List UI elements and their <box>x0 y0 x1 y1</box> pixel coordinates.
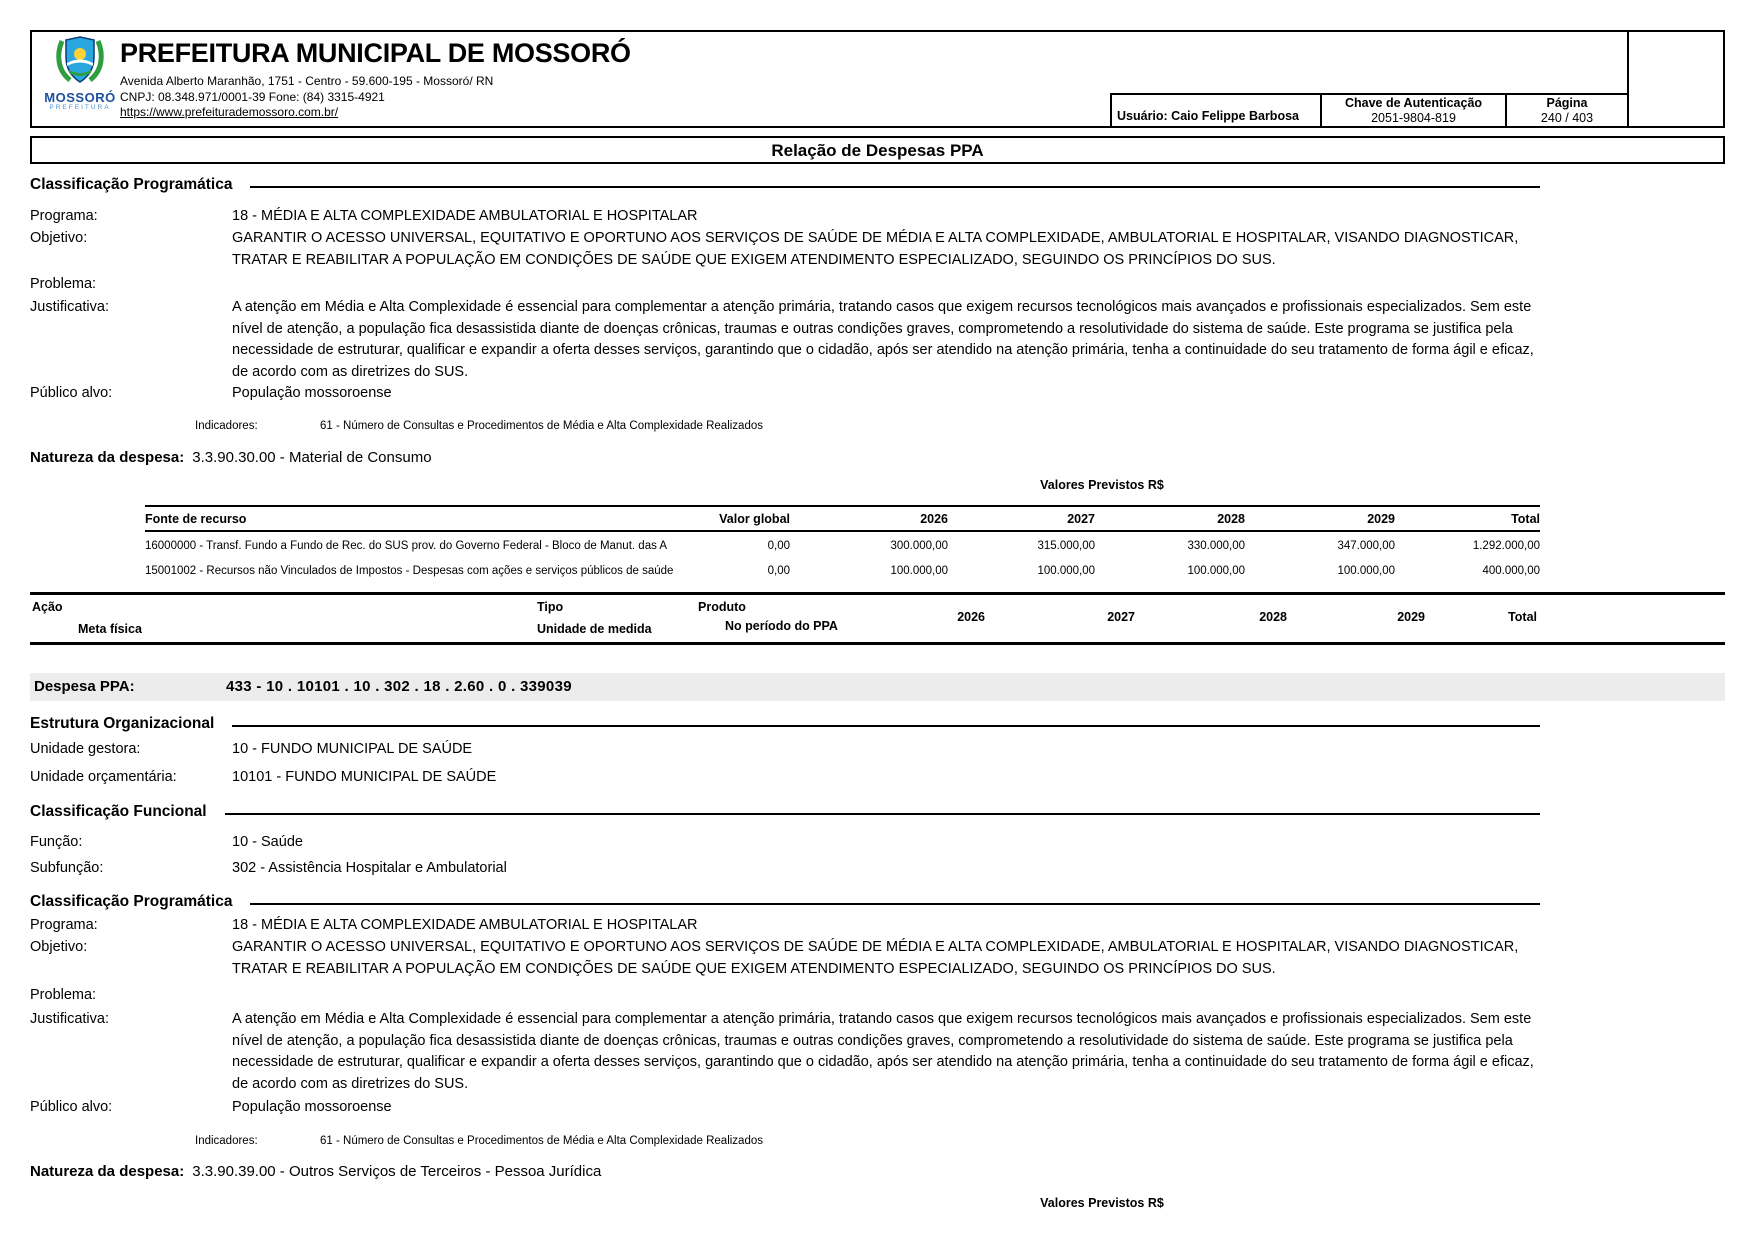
field-label: Problema: <box>30 987 97 1003</box>
col-2027: 2027 <box>1067 512 1095 526</box>
col-2026: 2026 <box>920 512 948 526</box>
field-justificativa <box>30 1009 1542 1095</box>
field-value: 10101 - FUNDO MUNICIPAL DE SAÚDE <box>232 769 497 785</box>
field-funcao <box>30 832 1542 854</box>
acao-header-band <box>30 592 1725 645</box>
field-label: Indicadores: <box>195 420 258 432</box>
despesa-ppa-code: 433 - 10 . 10101 . 10 . 302 . 18 . 2.60 . 0 . 339039 <box>226 678 572 695</box>
page-cell <box>1505 93 1627 126</box>
col-fonte-de-recurso: Fonte de recurso <box>145 512 247 526</box>
field-label: Problema: <box>30 276 97 292</box>
col-tipo: Tipo <box>537 600 564 614</box>
field-programa <box>30 915 1542 937</box>
section-classificacao-programatica-2 <box>30 893 1540 911</box>
natureza-value: 3.3.90.30.00 - Material de Consumo <box>192 449 432 466</box>
field-subfuncao <box>30 858 1542 880</box>
cell-total: 1.292.000,00 <box>1472 540 1540 552</box>
table-row <box>145 557 1540 582</box>
field-indicadores <box>195 420 763 432</box>
field-objetivo <box>30 228 1542 271</box>
field-value: 61 - Número de Consultas e Procedimentos de Média e Alta Complexidade Realizados <box>320 1135 763 1147</box>
col-2029: 2029 <box>1367 512 1395 526</box>
field-label: Programa: <box>30 917 98 933</box>
cell-2026: 300.000,00 <box>890 540 948 552</box>
field-label: Justificativa: <box>30 1011 109 1027</box>
col-valor-global: Valor global <box>719 512 790 526</box>
field-value: 61 - Número de Consultas e Procedimentos de Média e Alta Complexidade Realizados <box>320 420 763 432</box>
valores-previstos-label-1: Valores Previstos R$ <box>1040 478 1164 492</box>
col-no-periodo-do-ppa: No período do PPA <box>725 619 838 633</box>
field-value: A atenção em Média e Alta Complexidade é essencial para complementar a atenção primária, tratando casos que exigem recursos tecnológicos mais avançados e profissionais especializados. Sem este nível de atenção, a população fica desassistida diante de doenças crônicas, traumas e outras condições graves, comprometendo a resolutividade do sistema de saúde. Este programa se justifica pela necessidade de estruturar, qualificar e expandir a oferta desses serviços, garantindo que o cidadão, após ser atendido na atenção primária, tenha a continuidade do seu tratamento de forma ágil e eficaz, de acordo com as diretrizes do SUS. <box>232 299 1534 380</box>
col-produto: Produto <box>698 600 746 614</box>
auth-key-label: Chave de Autenticação <box>1344 96 1483 110</box>
natureza-value: 3.3.90.39.00 - Outros Serviços de Terceiros - Pessoa Jurídica <box>192 1163 602 1180</box>
section-classificacao-funcional <box>30 803 1540 821</box>
page-number: 240 / 403 <box>1540 111 1594 125</box>
field-label: Programa: <box>30 208 98 224</box>
field-value: População mossoroense <box>232 1099 392 1115</box>
section-estrutura-organizacional <box>30 715 1540 733</box>
col-2026: 2026 <box>957 610 985 624</box>
field-unidade-orcamentaria <box>30 767 1542 789</box>
section-heading: Classificação Programática <box>30 176 233 193</box>
field-problema <box>30 274 1542 296</box>
col-2027: 2027 <box>1107 610 1135 624</box>
field-label: Unidade orçamentária: <box>30 769 177 785</box>
field-value: 10 - Saúde <box>232 834 303 850</box>
field-publico-alvo <box>30 1097 1542 1119</box>
field-label: Unidade gestora: <box>30 741 141 757</box>
logo-subtitle: PREFEITURA <box>49 104 111 111</box>
field-label: Público alvo: <box>30 1099 113 1115</box>
field-label: Objetivo: <box>30 939 88 955</box>
col-total: Total <box>1511 512 1540 526</box>
org-cnpj-phone: CNPJ: 08.348.971/0001-39 Fone: (84) 3315-4921 <box>120 89 385 104</box>
field-value: GARANTIR O ACESSO UNIVERSAL, EQUITATIVO E OPORTUNO AOS SERVIÇOS DE SAÚDE DE MÉDIA E ALTA COMPLEXIDADE, AMBULATORIAL E HOSPITALAR, VISANDO DIAGNOSTICAR, TRATAR E REABILITAR A POPULAÇÃO EM CONDIÇÕES DE SAÚDE QUE EXIGEM ATENDIMENTO ESPECIALIZADO, SEGUINDO OS PRINCÍPIOS DO SUS. <box>232 230 1519 268</box>
org-website-link[interactable]: https://www.prefeiturademossoro.com.br/ <box>120 105 339 119</box>
col-2028: 2028 <box>1217 512 1245 526</box>
field-label: Indicadores: <box>195 1135 258 1147</box>
field-value: 10 - FUNDO MUNICIPAL DE SAÚDE <box>232 741 473 757</box>
cell-2029: 347.000,00 <box>1337 540 1395 552</box>
auth-key-cell <box>1320 93 1505 126</box>
col-meta-fisica: Meta física <box>78 622 142 636</box>
cell-2027: 315.000,00 <box>1037 540 1095 552</box>
despesa-ppa-band <box>30 673 1725 701</box>
cell-fonte: 16000000 - Transf. Fundo a Fundo de Rec. do SUS prov. do Governo Federal - Bloco de Manut. das A <box>145 540 668 552</box>
field-value: 18 - MÉDIA E ALTA COMPLEXIDADE AMBULATORIAL E HOSPITALAR <box>232 917 698 933</box>
field-value: A atenção em Média e Alta Complexidade é essencial para complementar a atenção primária, tratando casos que exigem recursos tecnológicos mais avançados e profissionais especializados. Sem este nível de atenção, a população fica desassistida diante de doenças crônicas, traumas e outras condições graves, comprometendo a resolutividade do sistema de saúde. Este programa se justifica pela necessidade de estruturar, qualificar e expandir a oferta desses serviços, garantindo que o cidadão, após ser atendido na atenção primária, tenha a continuidade do seu tratamento de forma ágil e eficaz, de acordo com as diretrizes do SUS. <box>232 1011 1534 1092</box>
field-publico-alvo <box>30 383 1542 405</box>
col-total: Total <box>1508 610 1537 624</box>
section-classificacao-programatica-1 <box>30 176 1540 194</box>
logo-city-name: MOSSORÓ <box>44 90 116 105</box>
natureza-despesa-2 <box>30 1163 601 1180</box>
cell-2027: 100.000,00 <box>1037 565 1095 577</box>
field-label: Objetivo: <box>30 230 88 246</box>
field-value: 302 - Assistência Hospitalar e Ambulatorial <box>232 860 507 876</box>
col-2029: 2029 <box>1397 610 1425 624</box>
stamp-box <box>1627 32 1723 126</box>
natureza-despesa-1 <box>30 449 432 466</box>
natureza-label: Natureza da despesa: <box>30 1163 185 1180</box>
field-label: Justificativa: <box>30 299 109 315</box>
document-header <box>30 30 1725 128</box>
report-title: Relação de Despesas PPA <box>30 136 1725 164</box>
section-rule <box>250 903 1540 905</box>
field-justificativa <box>30 297 1542 383</box>
field-value: 18 - MÉDIA E ALTA COMPLEXIDADE AMBULATORIAL E HOSPITALAR <box>232 208 698 224</box>
org-address: Avenida Alberto Maranhão, 1751 - Centro - 59.600-195 - Mossoró/ RN <box>120 74 494 88</box>
section-rule <box>225 813 1540 815</box>
field-value: GARANTIR O ACESSO UNIVERSAL, EQUITATIVO E OPORTUNO AOS SERVIÇOS DE SAÚDE DE MÉDIA E ALTA COMPLEXIDADE, AMBULATORIAL E HOSPITALAR, VISANDO DIAGNOSTICAR, TRATAR E REABILITAR A POPULAÇÃO EM CONDIÇÕES DE SAÚDE QUE EXIGEM ATENDIMENTO ESPECIALIZADO, SEGUINDO OS PRINCÍPIOS DO SUS. <box>232 939 1519 977</box>
col-unidade-de-medida: Unidade de medida <box>537 622 652 636</box>
page-label: Página <box>1546 96 1588 110</box>
despesa-ppa-label: Despesa PPA: <box>34 678 135 695</box>
cell-2026: 100.000,00 <box>890 565 948 577</box>
cell-total: 400.000,00 <box>1482 565 1540 577</box>
field-value: População mossoroense <box>232 385 392 401</box>
valores-previstos-label-2: Valores Previstos R$ <box>1040 1196 1164 1210</box>
table-row <box>145 532 1540 557</box>
user-cell: Usuário: Caio Felippe Barbosa <box>1110 93 1320 126</box>
field-label: Público alvo: <box>30 385 113 401</box>
field-programa <box>30 206 1542 228</box>
section-heading: Classificação Funcional <box>30 803 207 820</box>
section-heading: Classificação Programática <box>30 893 233 910</box>
field-objetivo <box>30 937 1542 980</box>
field-label: Função: <box>30 834 83 850</box>
col-2028: 2028 <box>1259 610 1287 624</box>
section-heading: Estrutura Organizacional <box>30 715 215 732</box>
mossoro-crest-icon <box>53 36 107 86</box>
cell-fonte: 15001002 - Recursos não Vinculados de Impostos - Despesas com ações e serviços públicos de saúde <box>145 565 674 577</box>
field-indicadores <box>195 1135 763 1147</box>
table-header-row <box>145 505 1540 532</box>
fontes-recurso-table <box>145 505 1540 582</box>
natureza-label: Natureza da despesa: <box>30 449 185 466</box>
org-title: PREFEITURA MUNICIPAL DE MOSSORÓ <box>120 38 631 68</box>
section-rule <box>232 725 1540 727</box>
section-rule <box>250 186 1540 188</box>
cell-2028: 330.000,00 <box>1187 540 1245 552</box>
cell-valor-global: 0,00 <box>767 540 790 552</box>
auth-key-value: 2051-9804-819 <box>1371 111 1456 125</box>
field-problema <box>30 985 1542 1007</box>
field-label: Subfunção: <box>30 860 104 876</box>
cell-2029: 100.000,00 <box>1337 565 1395 577</box>
cell-2028: 100.000,00 <box>1187 565 1245 577</box>
field-unidade-gestora <box>30 739 1542 761</box>
mossoro-logo <box>42 36 118 112</box>
org-contact-block <box>120 74 493 121</box>
col-acao: Ação <box>32 600 63 614</box>
cell-valor-global: 0,00 <box>767 565 790 577</box>
